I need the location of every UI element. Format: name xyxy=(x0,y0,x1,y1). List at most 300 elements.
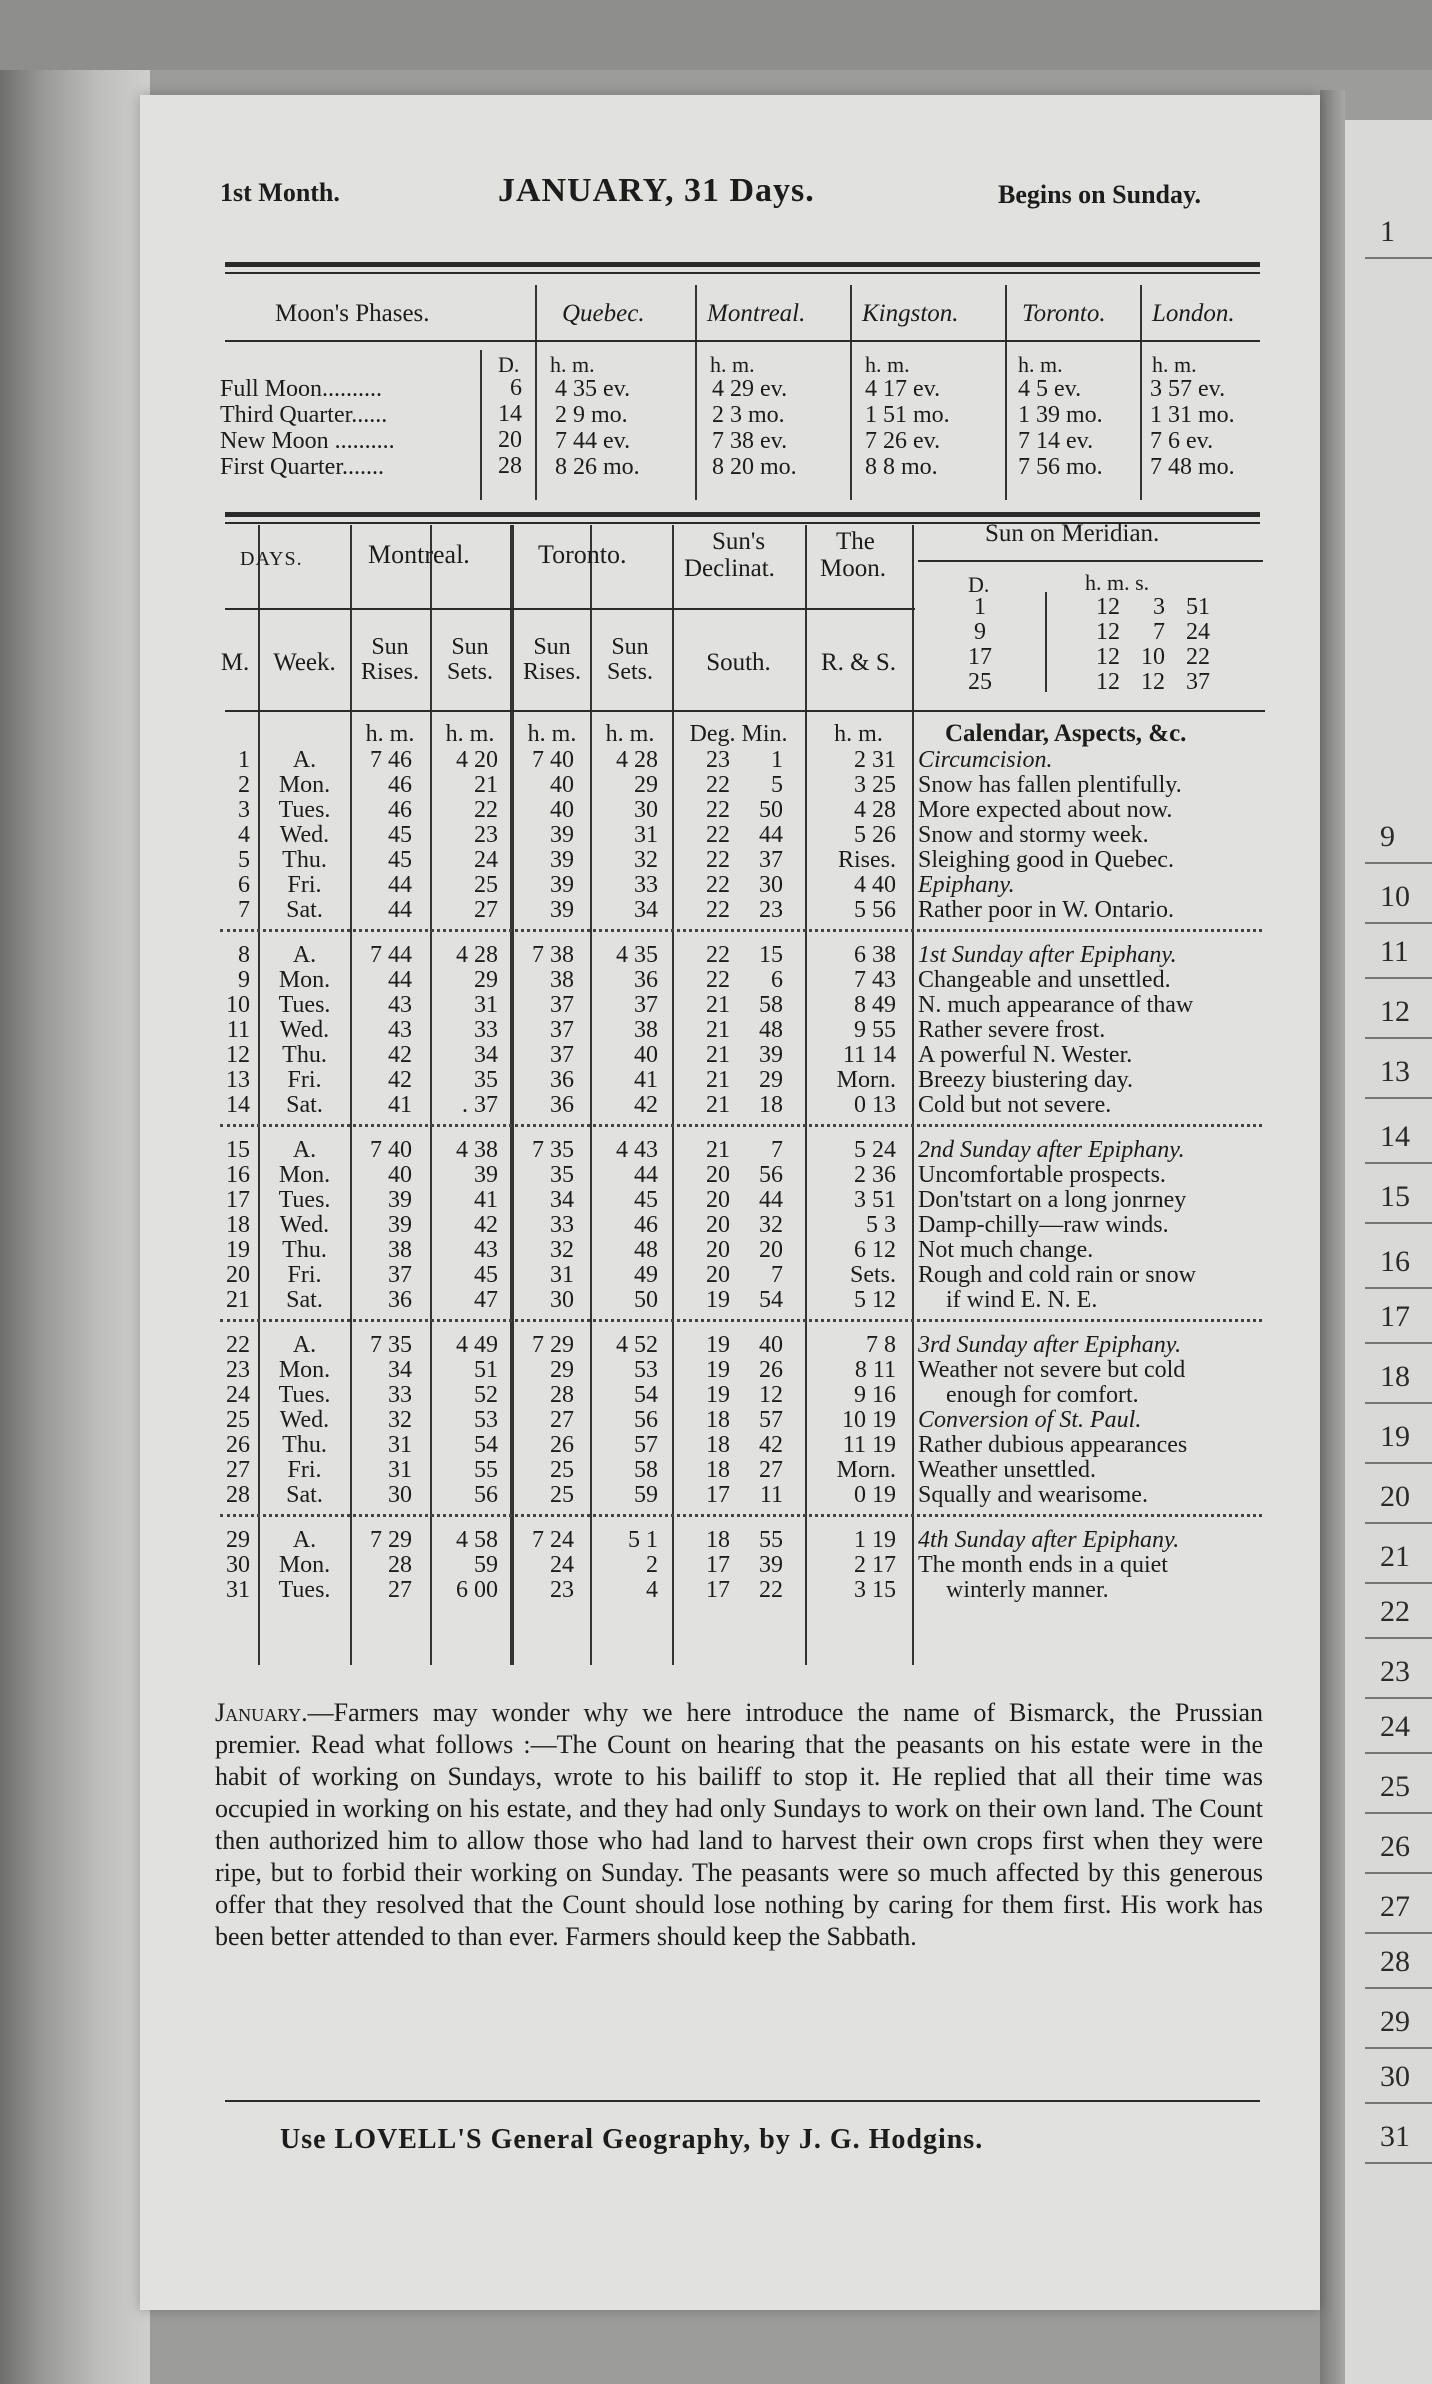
moon-rise-set: 7 8 xyxy=(866,1332,896,1358)
declination-deg: 19 xyxy=(706,1332,730,1358)
toronto-set: 4 35 xyxy=(616,942,658,968)
m-heading: M. xyxy=(220,649,250,676)
note-text: —Farmers may wonder why we here introduce the name of Bismarck, the Prussian premier. Read what follows :—The Count on hearing that the peasants on his estate were in the habit of working on Sundays, wrote to his bailiff to stop it. He replied that all their time was occupied in working on his estate, and they had only Sundays to work on their own land. The Count then authorized him to allow those who had land to harvest their own crops first when they were ripe, but to forbid their working on Sunday. The peasants were so much affected by this generous offer that they resolved that the Count should lose nothing by caring for them first. His work has been better attended to than ever. Farmers should keep the Sabbath. xyxy=(215,1698,1263,1951)
declination-min: 26 xyxy=(759,1357,783,1383)
toronto-rise: 39 xyxy=(550,872,574,898)
calendar-entry: Epiphany. xyxy=(918,872,1015,898)
toronto-set: 40 xyxy=(634,1042,658,1068)
montreal-set: 25 xyxy=(474,872,498,898)
calendar-entry: Cold but not severe. xyxy=(918,1092,1112,1118)
montreal-rise: 45 xyxy=(388,822,412,848)
montreal-set: 33 xyxy=(474,1017,498,1043)
sun-heading: Sun xyxy=(451,634,489,660)
weekday: Mon. xyxy=(278,967,331,993)
units-hm: h. m. xyxy=(445,721,495,747)
phase-col-divider xyxy=(695,285,697,500)
phase-time: 3 57 ev. xyxy=(1150,376,1226,402)
meridian-m: 3 xyxy=(1153,594,1165,620)
next-page-number: 23 xyxy=(1380,1655,1410,1688)
next-page-rule xyxy=(1365,862,1432,864)
next-page-number: 15 xyxy=(1380,1180,1410,1213)
declination-min: 50 xyxy=(759,797,783,823)
phase-time: 1 31 mo. xyxy=(1150,402,1235,428)
phase-name: First Quarter....... xyxy=(220,454,384,480)
next-page-number: 18 xyxy=(1380,1360,1410,1393)
declination-min: 18 xyxy=(759,1092,783,1118)
calendar-entry: The month ends in a quiet xyxy=(918,1552,1168,1578)
hm-label: h. m. xyxy=(1152,352,1197,377)
declination-deg: 18 xyxy=(706,1432,730,1458)
next-page-number: 10 xyxy=(1380,880,1410,913)
moon-rise-set: 9 55 xyxy=(854,1017,896,1043)
book-spine xyxy=(0,70,150,2384)
declination-deg: 19 xyxy=(706,1382,730,1408)
book-gutter xyxy=(1320,90,1345,2384)
toronto-set: 50 xyxy=(634,1287,658,1313)
day-of-month: 25 xyxy=(226,1407,250,1433)
phase-day: 20 xyxy=(498,427,522,453)
meridian-rule xyxy=(918,560,1263,562)
montreal-rise: 44 xyxy=(388,897,412,923)
next-page-rule xyxy=(1365,1697,1432,1699)
weekday: Thu. xyxy=(282,1042,327,1068)
calendar-entry: winterly manner. xyxy=(946,1577,1109,1603)
toronto-set: 57 xyxy=(634,1432,658,1458)
toronto-set: 34 xyxy=(634,897,658,923)
weekday: Tues. xyxy=(278,1577,331,1603)
toronto-set: 4 43 xyxy=(616,1137,658,1163)
calendar-entry: Rather severe frost. xyxy=(918,1017,1106,1043)
declination-deg: 23 xyxy=(706,747,730,773)
d-label: D. xyxy=(498,352,520,377)
week-separator xyxy=(220,1124,1262,1127)
toronto-rise: 7 40 xyxy=(532,747,574,773)
calendar-entry: Uncomfortable prospects. xyxy=(918,1162,1166,1188)
day-of-month: 1 xyxy=(238,747,250,773)
montreal-set: 4 38 xyxy=(456,1137,498,1163)
declination-min: 32 xyxy=(759,1212,783,1238)
next-page-number: 26 xyxy=(1380,1830,1410,1863)
montreal-rise: 30 xyxy=(388,1482,412,1508)
montreal-set: 29 xyxy=(474,967,498,993)
calendar-entry: Rather dubious appearances xyxy=(918,1432,1188,1458)
montreal-rise: 7 35 xyxy=(370,1332,412,1358)
next-page-rule xyxy=(1365,1097,1432,1099)
next-page-number: 19 xyxy=(1380,1420,1410,1453)
toronto-rise: 36 xyxy=(550,1067,574,1093)
toronto-set: 30 xyxy=(634,797,658,823)
calendar-entry: Rather poor in W. Ontario. xyxy=(918,897,1174,923)
weekday: Sat. xyxy=(286,1287,323,1313)
moon-heading: The xyxy=(836,528,875,555)
meridian-h: 12 xyxy=(1096,594,1120,620)
declination-deg: 18 xyxy=(706,1457,730,1483)
moon-rise-set: 2 36 xyxy=(854,1162,896,1188)
declination-min: 22 xyxy=(759,1577,783,1603)
declination-min: 29 xyxy=(759,1067,783,1093)
toronto-set: 4 52 xyxy=(616,1332,658,1358)
montreal-set: 56 xyxy=(474,1482,498,1508)
calendar-heading: Calendar, Aspects, &c. xyxy=(945,720,1187,747)
declination-deg: 20 xyxy=(706,1237,730,1263)
declination-deg: 21 xyxy=(706,1017,730,1043)
toronto-set: 29 xyxy=(634,772,658,798)
calendar-entry: 1st Sunday after Epiphany. xyxy=(918,942,1177,968)
meridian-heading: Sun on Meridian. xyxy=(985,520,1160,547)
moon-rise-set: 8 11 xyxy=(854,1357,896,1383)
next-page-rule xyxy=(1365,1872,1432,1874)
toronto-rise: 24 xyxy=(550,1552,574,1578)
phase-time: 7 14 ev. xyxy=(1018,428,1094,454)
moon-rise-set: 6 12 xyxy=(854,1237,896,1263)
declination-deg: 21 xyxy=(706,1067,730,1093)
weekday: Wed. xyxy=(279,1407,330,1433)
toronto-set: 31 xyxy=(634,822,658,848)
toronto-set: 49 xyxy=(634,1262,658,1288)
day-of-month: 23 xyxy=(226,1357,250,1383)
toronto-set: 32 xyxy=(634,847,658,873)
toronto-set: 41 xyxy=(634,1067,658,1093)
day-of-month: 30 xyxy=(226,1552,250,1578)
calendar-entry: Snow and stormy week. xyxy=(918,822,1149,848)
phase-time: 4 17 ev. xyxy=(865,376,941,402)
declination-min: 39 xyxy=(759,1042,783,1068)
moon-rise-set: 5 24 xyxy=(854,1137,896,1163)
moon-rise-set: 5 3 xyxy=(866,1212,896,1238)
montreal-set: 52 xyxy=(474,1382,498,1408)
moon-rise-set: 11 19 xyxy=(842,1432,896,1458)
weekday: A. xyxy=(292,1332,317,1358)
declination-min: 1 xyxy=(771,747,783,773)
next-page-rule xyxy=(1365,1752,1432,1754)
moon-rise-set: 5 26 xyxy=(854,822,896,848)
phase-time: 7 6 ev. xyxy=(1150,428,1214,454)
sun-heading-2: Rises. xyxy=(522,659,581,685)
calendar-entry: Changeable and unsettled. xyxy=(918,967,1171,993)
declination-min: 56 xyxy=(759,1162,783,1188)
declination-deg: 22 xyxy=(706,822,730,848)
montreal-rise: 33 xyxy=(388,1382,412,1408)
calendar-entry: More expected about now. xyxy=(918,797,1173,823)
montreal-set: 34 xyxy=(474,1042,498,1068)
moon-rise-set: 5 12 xyxy=(854,1287,896,1313)
montreal-rise: 36 xyxy=(388,1287,412,1313)
declination-min: 5 xyxy=(771,772,783,798)
next-page-rule xyxy=(1365,1637,1432,1639)
declination-deg: 22 xyxy=(706,772,730,798)
toronto-rise: 7 35 xyxy=(532,1137,574,1163)
next-page-number: 1 xyxy=(1380,215,1395,248)
next-page-number: 25 xyxy=(1380,1770,1410,1803)
table-col-divider xyxy=(912,525,914,1665)
calendar-entry: 3rd Sunday after Epiphany. xyxy=(918,1332,1182,1358)
header-rule-thin xyxy=(225,272,1260,274)
day-of-month: 31 xyxy=(226,1577,250,1603)
calendar-entry: Rough and cold rain or snow xyxy=(918,1262,1196,1288)
declination-min: 23 xyxy=(759,897,783,923)
day-of-month: 15 xyxy=(226,1137,250,1163)
phase-col-divider xyxy=(1140,285,1142,500)
montreal-set: 4 49 xyxy=(456,1332,498,1358)
montreal-rise: 34 xyxy=(388,1357,412,1383)
footer-advert: Use LOVELL'S General Geography, by J. G. Hodgins. xyxy=(280,2124,984,2155)
phase-day: 28 xyxy=(498,453,522,479)
next-page-rule xyxy=(1365,2162,1432,2164)
weekday: Thu. xyxy=(282,847,327,873)
toronto-set: 48 xyxy=(634,1237,658,1263)
meridian-hms-label: h. m. s. xyxy=(1085,570,1150,595)
toronto-set: 33 xyxy=(634,872,658,898)
sun-heading: Sun xyxy=(371,634,409,660)
toronto-set: 59 xyxy=(634,1482,658,1508)
meridian-m: 10 xyxy=(1141,644,1165,670)
moon-rise-set: 0 13 xyxy=(854,1092,896,1118)
calendar-entry: N. much appearance of thaw xyxy=(918,992,1194,1018)
montreal-set: 4 20 xyxy=(456,747,498,773)
week-heading: Week. xyxy=(273,649,336,676)
declination-deg: 19 xyxy=(706,1357,730,1383)
declination-deg: 20 xyxy=(706,1187,730,1213)
phase-name: Third Quarter...... xyxy=(220,402,388,428)
montreal-set: 35 xyxy=(474,1067,498,1093)
declination-min: 44 xyxy=(759,822,783,848)
calendar-entry: Snow has fallen plentifully. xyxy=(918,772,1182,798)
day-of-month: 2 xyxy=(238,772,250,798)
moon-rise-set: Rises. xyxy=(837,847,896,873)
montreal-set: 54 xyxy=(474,1432,498,1458)
next-page-number: 16 xyxy=(1380,1245,1410,1278)
phase-name: Full Moon.......... xyxy=(220,376,383,402)
montreal-set: 39 xyxy=(474,1162,498,1188)
toronto-rise: 37 xyxy=(550,1042,574,1068)
moon-rise-set: 4 28 xyxy=(854,797,896,823)
weekday: A. xyxy=(292,1137,317,1163)
toronto-set: 4 xyxy=(646,1577,658,1603)
toronto-rise: 7 38 xyxy=(532,942,574,968)
moon-rise-set: 11 14 xyxy=(842,1042,896,1068)
declination-min: 6 xyxy=(771,967,783,993)
declination-min: 27 xyxy=(759,1457,783,1483)
next-page-number: 22 xyxy=(1380,1595,1410,1628)
note-lead: January. xyxy=(215,1698,308,1727)
next-page-rule xyxy=(1365,1932,1432,1934)
toronto-rise: 39 xyxy=(550,847,574,873)
day-of-month: 10 xyxy=(226,992,250,1018)
next-page-rule xyxy=(1365,977,1432,979)
calendar-entry: 2nd Sunday after Epiphany. xyxy=(918,1137,1185,1163)
next-page-number: 27 xyxy=(1380,1890,1410,1923)
toronto-rise: 38 xyxy=(550,967,574,993)
moon-heading-2: Moon. xyxy=(820,555,886,582)
day-of-month: 20 xyxy=(226,1262,250,1288)
declination-min: 48 xyxy=(759,1017,783,1043)
next-page-number: 21 xyxy=(1380,1540,1410,1573)
sun-heading-2: Sets. xyxy=(606,659,653,685)
meridian-day: 9 xyxy=(974,619,986,645)
montreal-rise: 42 xyxy=(388,1067,412,1093)
toronto-rise: 32 xyxy=(550,1237,574,1263)
sun-heading: Sun xyxy=(533,634,571,660)
declination-deg: 21 xyxy=(706,1137,730,1163)
sun-heading-2: Rises. xyxy=(360,659,419,685)
weekday: Sat. xyxy=(286,1482,323,1508)
weekday: Wed. xyxy=(279,1212,330,1238)
declination-min: 44 xyxy=(759,1187,783,1213)
phase-day: 14 xyxy=(498,401,522,427)
day-of-month: 11 xyxy=(226,1017,250,1043)
day-of-month: 4 xyxy=(238,822,250,848)
phase-col-divider xyxy=(535,285,537,500)
montreal-set: 51 xyxy=(474,1357,498,1383)
montreal-set: 53 xyxy=(474,1407,498,1433)
weekday: Mon. xyxy=(278,772,331,798)
montreal-rise: 43 xyxy=(388,992,412,1018)
weekday: Tues. xyxy=(278,1187,331,1213)
city-heading: Quebec. xyxy=(562,300,645,327)
rs-heading: R. & S. xyxy=(820,649,897,676)
declination-min: 12 xyxy=(759,1382,783,1408)
moon-rise-set: 3 51 xyxy=(854,1187,896,1213)
scan-top-border xyxy=(0,0,1432,70)
montreal-set: 55 xyxy=(474,1457,498,1483)
weekday: Fri. xyxy=(287,1457,322,1483)
weekday: Thu. xyxy=(282,1432,327,1458)
hm-label: h. m. xyxy=(1018,352,1063,377)
declination-min: 55 xyxy=(759,1527,783,1553)
montreal-set: 31 xyxy=(474,992,498,1018)
montreal-set: . 37 xyxy=(462,1092,498,1118)
weekday: A. xyxy=(292,942,317,968)
next-page-number: 20 xyxy=(1380,1480,1410,1513)
montreal-rise: 7 44 xyxy=(370,942,412,968)
weekday: Wed. xyxy=(279,1017,330,1043)
declination-min: 15 xyxy=(759,942,783,968)
next-page-number: 28 xyxy=(1380,1945,1410,1978)
day-of-month: 6 xyxy=(238,872,250,898)
day-of-month: 9 xyxy=(238,967,250,993)
header-rule xyxy=(225,262,1260,267)
montreal-rise: 42 xyxy=(388,1042,412,1068)
declination-deg: 21 xyxy=(706,1092,730,1118)
declination-min: 42 xyxy=(759,1432,783,1458)
toronto-rise: 7 24 xyxy=(532,1527,574,1553)
montreal-rise: 28 xyxy=(388,1552,412,1578)
days-heading: DAYS. xyxy=(240,548,303,570)
phase-time: 1 39 mo. xyxy=(1018,402,1103,428)
calendar-entry: Weather unsettled. xyxy=(918,1457,1096,1483)
moon-rise-set: 5 56 xyxy=(854,897,896,923)
city-heading: London. xyxy=(1152,300,1235,327)
toronto-rise: 26 xyxy=(550,1432,574,1458)
montreal-set: 6 00 xyxy=(456,1577,498,1603)
calendar-entry: Conversion of St. Paul. xyxy=(918,1407,1142,1433)
day-of-month: 17 xyxy=(226,1187,250,1213)
day-of-month: 19 xyxy=(226,1237,250,1263)
next-page-number: 9 xyxy=(1380,820,1395,853)
montreal-rise: 43 xyxy=(388,1017,412,1043)
declination-min: 54 xyxy=(759,1287,783,1313)
next-page-number: 11 xyxy=(1380,935,1409,968)
meridian-h: 12 xyxy=(1096,669,1120,695)
next-page-rule xyxy=(1365,1342,1432,1344)
units-deg: Deg. Min. xyxy=(689,721,788,747)
phase-name: New Moon .......... xyxy=(220,428,395,454)
hm-label: h. m. xyxy=(710,352,755,377)
moon-rise-set: 2 17 xyxy=(854,1552,896,1578)
phase-time: 4 29 ev. xyxy=(712,376,788,402)
phase-time: 7 56 mo. xyxy=(1018,454,1103,480)
next-page-number: 31 xyxy=(1380,2120,1410,2153)
day-of-month: 29 xyxy=(226,1527,250,1553)
weekday: Tues. xyxy=(278,797,331,823)
montreal-set: 43 xyxy=(474,1237,498,1263)
moon-rise-set: 9 16 xyxy=(854,1382,896,1408)
south-heading: South. xyxy=(706,649,771,676)
toronto-set: 2 xyxy=(646,1552,658,1578)
montreal-rise: 7 46 xyxy=(370,747,412,773)
calendar-entry: Squally and wearisome. xyxy=(918,1482,1148,1508)
declination-min: 39 xyxy=(759,1552,783,1578)
declination-min: 20 xyxy=(759,1237,783,1263)
declination-deg: 20 xyxy=(706,1262,730,1288)
montreal-set: 21 xyxy=(474,772,498,798)
calendar-entry: 4th Sunday after Epiphany. xyxy=(918,1527,1180,1553)
day-of-month: 8 xyxy=(238,942,250,968)
weekday: A. xyxy=(292,1527,317,1553)
day-of-month: 27 xyxy=(226,1457,250,1483)
day-of-month: 13 xyxy=(226,1067,250,1093)
declination-deg: 17 xyxy=(706,1482,730,1508)
phase-time: 2 3 mo. xyxy=(712,402,785,428)
phase-col-divider xyxy=(850,285,852,500)
calendar-entry: Circumcision. xyxy=(918,747,1053,773)
montreal-rise: 7 40 xyxy=(370,1137,412,1163)
declination-min: 37 xyxy=(759,847,783,873)
montreal-set: 23 xyxy=(474,822,498,848)
day-of-month: 3 xyxy=(238,797,250,823)
next-page-rule xyxy=(1365,1402,1432,1404)
day-of-month: 12 xyxy=(226,1042,250,1068)
toronto-set: 4 28 xyxy=(616,747,658,773)
day-of-month: 22 xyxy=(226,1332,250,1358)
montreal-rise: 7 29 xyxy=(370,1527,412,1553)
declination-deg: 17 xyxy=(706,1577,730,1603)
toronto-rise: 39 xyxy=(550,822,574,848)
toronto-rise: 40 xyxy=(550,797,574,823)
toronto-rise: 27 xyxy=(550,1407,574,1433)
units-rs: h. m. xyxy=(834,721,883,747)
weekday: Wed. xyxy=(279,822,330,848)
montreal-rise: 41 xyxy=(388,1092,412,1118)
moon-rise-set: 2 31 xyxy=(854,747,896,773)
toronto-rise: 37 xyxy=(550,992,574,1018)
day-of-month: 18 xyxy=(226,1212,250,1238)
calendar-entry: Breezy biustering day. xyxy=(918,1067,1134,1093)
declination-heading-2: Declinat. xyxy=(684,555,775,582)
montreal-rise: 37 xyxy=(388,1262,412,1288)
next-page-number: 17 xyxy=(1380,1300,1410,1333)
table-head-rule xyxy=(225,608,915,610)
montreal-rise: 27 xyxy=(388,1577,412,1603)
city-heading: Kingston. xyxy=(862,300,959,327)
declination-deg: 18 xyxy=(706,1407,730,1433)
montreal-rise: 39 xyxy=(388,1187,412,1213)
declination-deg: 18 xyxy=(706,1527,730,1553)
montreal-rise: 46 xyxy=(388,797,412,823)
calendar-entry: if wind E. N. E. xyxy=(946,1287,1098,1313)
next-page-rule xyxy=(1365,257,1432,259)
declination-heading: Sun's xyxy=(712,528,766,555)
